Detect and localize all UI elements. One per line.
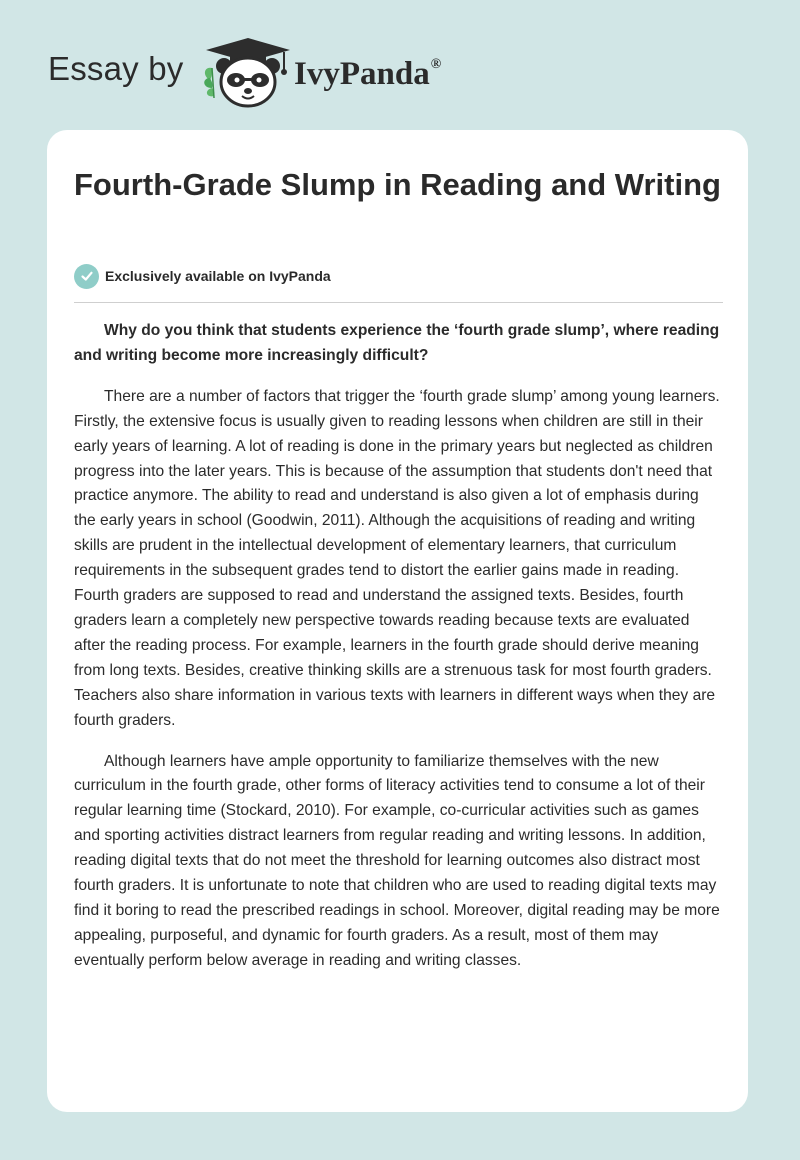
essay-question: Why do you think that students experience the ‘fourth grade slump’, where reading and writing become more increasingly difficult? (74, 322, 720, 364)
site-header (0, 0, 800, 130)
essay-paragraph-1: There are a number of factors that trigger the ‘fourth grade slump’ among young learners. Firstly, the extensive focus is usually given to reading lessons when children are still in their early years of learning. A lot of reading is done in the primary years but neglected as children progress into the later years. This is because of the assumption that students don't need that practice anymore. The ability to read and understand is also given a lot of emphasis during the early years in school (Goodwin, 2011). Although the acquisitions of reading and writing skills are prudent in the intellectual development of elementary learners, that curriculum requirements in the subsequent grades tend to distort the earlier gains made in reading. Fourth graders are supposed to read and understand the assigned texts. Besides, fourth graders learn a completely new perspective towards reading because texts are evaluated after the reading process. For example, learners in the fourth grade should derive meaning from long texts. Besides, creative thinking skills are a strenuous task for most fourth graders. Teachers also share information in various texts with learners in different ways when they are fourth graders. (74, 387, 720, 729)
brand-text: IvyPanda (294, 56, 430, 92)
brand-name[interactable] (294, 56, 441, 93)
ivypanda-logo-icon[interactable] (200, 36, 296, 112)
check-circle-icon (74, 264, 99, 289)
essay-title: Fourth-Grade Slump in Reading and Writing (74, 167, 721, 202)
exclusive-badge (74, 263, 331, 289)
essay-card (47, 130, 748, 1112)
title-divider (74, 302, 723, 303)
registered-mark: ® (430, 57, 442, 72)
essay-body (74, 319, 724, 990)
panda-graduation-cap-icon (200, 36, 296, 112)
essay-by-label: Essay by (48, 50, 184, 87)
essay-paragraph-2: Although learners have ample opportunity to familiarize themselves with the new curriculum in the fourth grade, other forms of literacy activities tend to consume a lot of their regular learning time (Stockard, 2010). For example, co-curricular activities such as games and sporting activities distract learners from regular reading and writing lessons. In addition, reading digital texts that do not meet the threshold for learning outcomes also distract most fourth graders. It is unfortunate to note that children who are used to reading digital texts may find it boring to read the prescribed readings in school. Moreover, digital reading may be more appealing, purposeful, and dynamic for fourth graders. As a result, most of them may eventually perform below average in reading and writing classes. (74, 752, 720, 969)
exclusive-label: Exclusively available on IvyPanda (105, 268, 331, 284)
